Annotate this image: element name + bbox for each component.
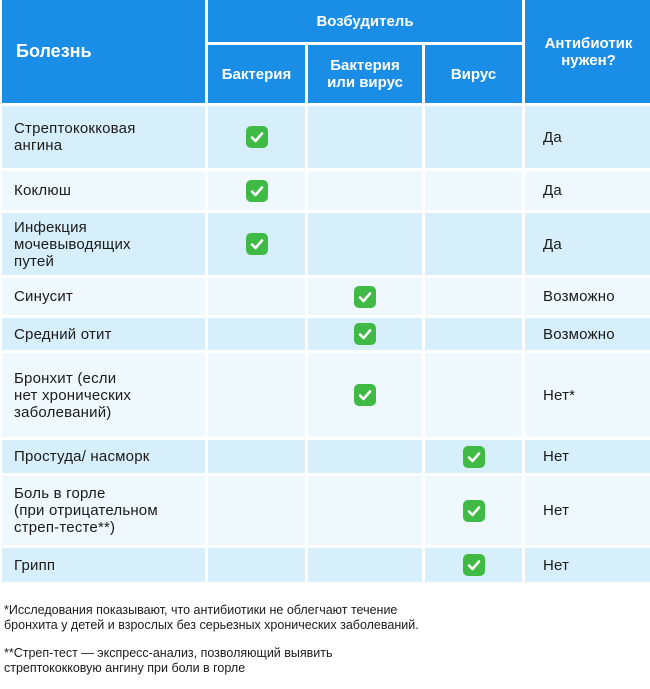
cause-cell — [425, 171, 522, 210]
antibiotic-answer: Да — [525, 213, 650, 275]
header-disease: Болезнь — [2, 0, 205, 103]
cause-cell — [208, 213, 305, 275]
cause-cell — [425, 106, 522, 168]
cause-cell — [308, 548, 422, 582]
cause-cell — [425, 213, 522, 275]
cause-cell — [425, 476, 522, 545]
cause-cell — [208, 440, 305, 473]
check-mark-button-icon — [463, 554, 485, 576]
cause-cell — [308, 318, 422, 350]
antibiotic-answer: Нет* — [525, 353, 650, 437]
cause-cell — [208, 278, 305, 315]
check-mark-button-icon — [354, 384, 376, 406]
cause-cell — [308, 213, 422, 275]
cause-cell — [308, 171, 422, 210]
check-mark-button-icon — [246, 180, 268, 202]
antibiotic-answer: Нет — [525, 476, 650, 545]
header-bacteria: Бактерия — [208, 45, 305, 103]
cause-cell — [425, 353, 522, 437]
header-antibiotic-needed: Антибиотик нужен? — [525, 0, 650, 103]
disease-name: Инфекция мочевыводящих путей — [2, 213, 205, 275]
footnote-strep-test: **Стреп-тест — экспресс-анализ, позволяющий выявить стрептококковую ангину при боли в горле — [4, 646, 333, 675]
antibiotic-answer: Нет — [525, 440, 650, 473]
header-bacteria-or-virus: Бактерия или вирус — [308, 45, 422, 103]
cause-cell — [425, 548, 522, 582]
disease-name: Грипп — [2, 548, 205, 582]
disease-name: Боль в горле (при отрицательном стреп-тесте**) — [2, 476, 205, 545]
cause-cell — [208, 171, 305, 210]
cause-cell — [308, 440, 422, 473]
disease-name: Простуда/ насморк — [2, 440, 205, 473]
antibiotic-answer: Да — [525, 106, 650, 168]
disease-name: Средний отит — [2, 318, 205, 350]
antibiotic-answer: Нет — [525, 548, 650, 582]
cause-cell — [208, 353, 305, 437]
cause-cell — [308, 476, 422, 545]
check-mark-button-icon — [354, 323, 376, 345]
cause-cell — [308, 353, 422, 437]
cause-cell — [308, 278, 422, 315]
check-mark-button-icon — [463, 500, 485, 522]
antibiotic-answer: Возможно — [525, 318, 650, 350]
cause-cell — [425, 318, 522, 350]
disease-name: Стрептококковая ангина — [2, 106, 205, 168]
cause-cell — [425, 440, 522, 473]
header-cause: Возбудитель — [208, 0, 522, 42]
cause-cell — [425, 278, 522, 315]
footnote-bronchitis: *Исследования показывают, что антибиотики не облегчают течение бронхита у детей и взрослых без серьезных хронических заболеваний. — [4, 603, 419, 632]
check-mark-button-icon — [354, 286, 376, 308]
check-mark-button-icon — [246, 233, 268, 255]
antibiotic-answer: Да — [525, 171, 650, 210]
diseases-table — [2, 0, 646, 582]
cause-cell — [208, 106, 305, 168]
disease-name: Синусит — [2, 278, 205, 315]
cause-cell — [208, 318, 305, 350]
check-mark-button-icon — [463, 446, 485, 468]
cause-cell — [208, 548, 305, 582]
header-virus: Вирус — [425, 45, 522, 103]
cause-cell — [208, 476, 305, 545]
disease-name: Коклюш — [2, 171, 205, 210]
footnotes — [4, 603, 644, 689]
cause-cell — [308, 106, 422, 168]
disease-name: Бронхит (если нет хронических заболеваний) — [2, 353, 205, 437]
antibiotic-answer: Возможно — [525, 278, 650, 315]
check-mark-button-icon — [246, 126, 268, 148]
